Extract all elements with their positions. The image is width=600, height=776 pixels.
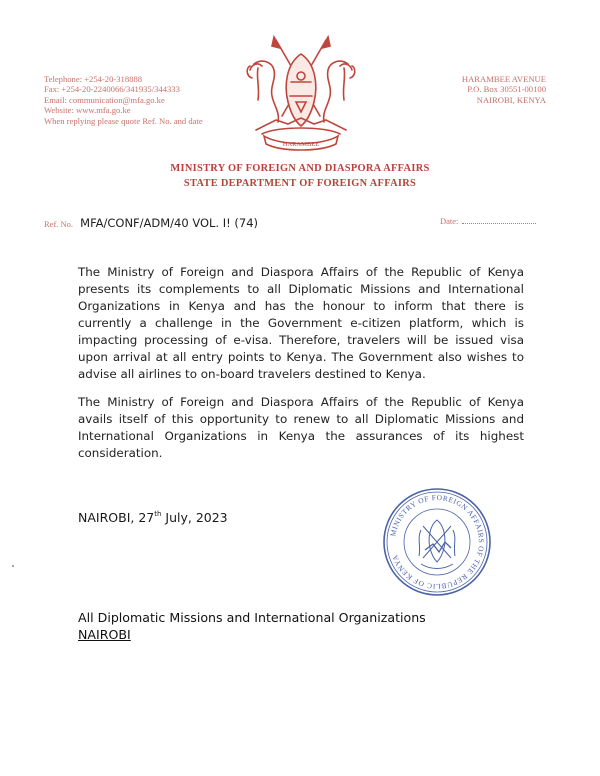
website-line: Website: www.mfa.go.ke xyxy=(44,105,131,116)
po-box-line: P.O. Box 30551-00100 xyxy=(467,84,546,95)
place-day: NAIROBI, 27 xyxy=(78,510,155,525)
reference-value: MFA/CONF/ADM/40 VOL. I! (74) xyxy=(80,216,259,230)
place-and-date xyxy=(78,510,228,525)
official-stamp-icon xyxy=(381,486,493,598)
addressee-block xyxy=(78,609,426,643)
street-line: HARAMBEE AVENUE xyxy=(461,74,546,84)
date-label: Date: xyxy=(440,216,459,226)
addressee-city: NAIROBI xyxy=(78,627,131,642)
motto-text: HARAMBEE xyxy=(282,141,320,148)
reference-label: Ref. No. xyxy=(44,219,74,229)
postal-address xyxy=(462,74,546,105)
ministry-name: MINISTRY OF FOREIGN AND DIASPORA AFFAIRS xyxy=(170,163,430,174)
body-paragraph-1: The Ministry of Foreign and Diaspora Affairs of the Republic of Kenya presents its complements to all Diplomatic Missions and International Organizations in Kenya and has the honour to inform that there is currently a challenge in the Government e-citizen platform, which is impacting processing of e-visa. Therefore, travelers will be issued visa upon arrival at all entry points to Kenya. The Government also wishes to advise all airlines to on-board travelers destined to Kenya. xyxy=(78,265,524,381)
reference-number xyxy=(44,212,258,231)
stamp-text: MINISTRY OF FOREIGN AFFAIRS OF THE REPUBLIC OF KENYA xyxy=(388,492,487,592)
department-name: STATE DEPARTMENT OF FOREIGN AFFAIRS xyxy=(183,178,417,189)
email-line: Email: communication@mfa.go.ke xyxy=(44,94,165,105)
reply-instruction-line: When replying please quote Ref. No. and date xyxy=(44,115,203,126)
coat-of-arms-icon xyxy=(236,34,366,154)
telephone-line: Telephone: +254-20-318888 xyxy=(44,74,143,84)
body-paragraph-2: The Ministry of Foreign and Diaspora Affairs of the Republic of Kenya avails itself of this opportunity to renew to all Diplomatic Missions and International Organizations in Kenya the assurances of its highest consideration. xyxy=(78,395,524,460)
fax-line: Fax: +254-20-2240066/341935/344333 xyxy=(44,84,180,95)
date-field xyxy=(440,215,536,226)
month-year: July, 2023 xyxy=(161,510,228,525)
scan-artifact xyxy=(12,565,14,567)
addressee-line: All Diplomatic Missions and International Organizations xyxy=(78,610,426,625)
contact-info xyxy=(44,74,203,126)
day-suffix: th xyxy=(154,510,162,518)
city-line: NAIROBI, KENYA xyxy=(476,94,546,105)
date-blank xyxy=(462,215,536,224)
